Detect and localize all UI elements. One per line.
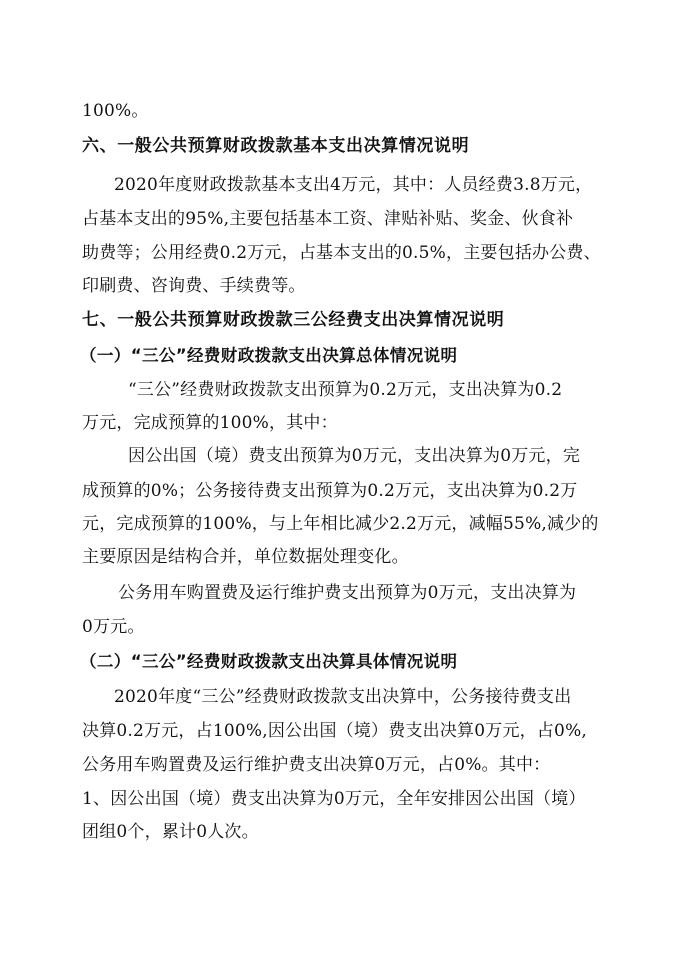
paragraph-line: 0万元。 — [82, 617, 145, 637]
paragraph-line: 公务用车购置费及运行维护费支出预算为0万元，支出决算为 — [118, 583, 577, 603]
subsection-heading-2: （二）“三公”经费财政拨款支出决算具体情况说明 — [80, 652, 458, 671]
paragraph-line: 成预算的0%；公务接待费支出预算为0.2万元，支出决算为0.2万 — [82, 481, 578, 501]
paragraph-line: 因公出国（境）费支出预算为0万元，支出决算为0万元，完 — [128, 446, 581, 466]
paragraph-line: 2020年度“三公”经费财政拨款支出决算中，公务接待费支出 — [114, 687, 572, 707]
paragraph-line: 印刷费、咨询费、手续费等。 — [82, 276, 306, 296]
paragraph-line: 1、因公出国（境）费支出决算为0万元，全年安排因公出国（境） — [82, 789, 586, 809]
paragraph-line: 公务用车购置费及运行维护费支出决算0万元，占0%。其中： — [82, 755, 551, 775]
paragraph-line: 2020年度财政拨款基本支出4万元，其中：人员经费3.8万元， — [114, 175, 593, 195]
paragraph-line: 助费等；公用经费0.2万元，占基本支出的0.5%，主要包括办公费、 — [82, 243, 601, 263]
section-heading-6: 六、一般公共预算财政拨款基本支出决算情况说明 — [82, 136, 470, 156]
paragraph-line: 主要原因是结构合并，单位数据处理变化。 — [82, 547, 409, 567]
paragraph-line: 100%。 — [82, 101, 149, 121]
paragraph-line: 团组0个，累计0人次。 — [82, 822, 259, 842]
paragraph-line: 决算0.2万元，占100%,因公出国（境）费支出决算0万元，占0%, — [82, 721, 588, 741]
section-heading-7: 七、一般公共预算财政拨款三公经费支出决算情况说明 — [82, 310, 505, 330]
paragraph-line: 占基本支出的95%,主要包括基本工资、津贴补贴、奖金、伙食补 — [82, 209, 574, 229]
paragraph-line: 万元，完成预算的100%，其中： — [82, 413, 338, 433]
paragraph-line: “三公”经费财政拨款支出预算为0.2万元，支出决算为0.2 — [128, 380, 563, 400]
paragraph-line: 元，完成预算的100%，与上年相比减少2.2万元，减幅55%,减少的 — [82, 514, 599, 534]
subsection-heading-1: （一）“三公”经费财政拨款支出决算总体情况说明 — [80, 346, 458, 365]
